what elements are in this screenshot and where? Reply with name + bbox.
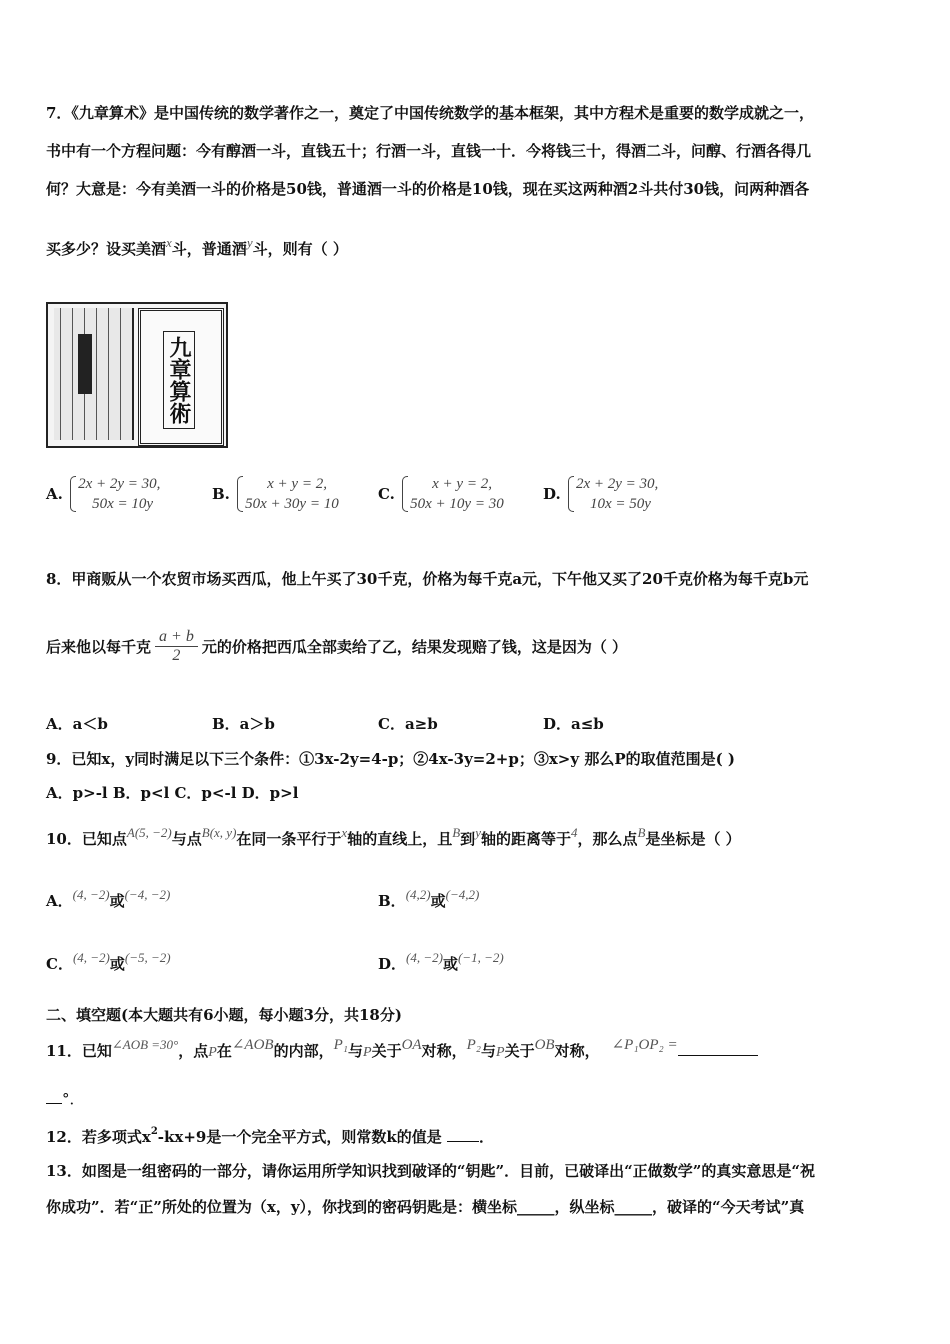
fraction-a-plus-b-over-2: $\frac{a + b}{2}$ [155,628,198,665]
equation-system: x + y = 2, 50x + 10y = 30 [400,474,504,514]
answer-blank-cont[interactable] [46,1103,62,1104]
q9-options[interactable]: A．p>-l B．p<l C．p<-l D．p>l [46,784,299,802]
q7-line-1: 7．《九章算术》是中国传统的数学著作之一，奠定了中国传统数学的基本框架，其中方程术是重要的数学成就之一， [46,104,814,122]
q8-option-c[interactable]: C．a≥b [378,715,438,733]
equation-system: 2x + 2y = 30, 50x = 10y [68,474,160,514]
q10-option-a[interactable]: A．(4, −2)或(−4, −2) [46,887,171,910]
q11-line-1: 11．已知∠AOB =30°，点P在∠AOB的内部，P₁与P关于OA对称，P₂与P关于OB对称， ∠P₁OP₂ = [46,1040,758,1061]
q7-option-b[interactable]: B. x + y = 2, 50x + 30y = 10 [212,476,339,512]
answer-blank[interactable] [678,1055,758,1056]
q7-option-c[interactable]: C. x + y = 2, 50x + 10y = 30 [378,476,504,512]
q7-line-2: 书中有一个方程问题：今有醇酒一斗，直钱五十；行酒一斗，直钱一十．今将钱三十，得酒二斗，问醇、行酒各得几 [46,142,812,160]
q8-line-2: 后来他以每千克 $\frac{a + b}{2}$ 元的价格把西瓜全部卖给了乙，结果发现赔了钱，这是因为（ ） [46,628,628,664]
book-image-jiuzhang [46,302,228,448]
q7-option-d[interactable]: D. 2x + 2y = 30, 10x = 50y [543,476,659,512]
q8-option-b[interactable]: B．a＞b [212,715,275,733]
equation-system: 2x + 2y = 30, 10x = 50y [566,474,658,514]
equation-system: x + y = 2, 50x + 30y = 10 [235,474,339,514]
q10-option-d[interactable]: D．(4, −2)或(−1, −2) [378,950,504,973]
q13-line-2: 你成功”．若“正”所处的位置为（x，y），你找到的密码钥匙是：横坐标_____，纵坐标_____，破译的“今天考试”真 [46,1198,805,1216]
book-title-label: 九章算術 [163,331,195,429]
var-y: y [246,235,253,250]
q7-line-4: 买多少？设买美酒x斗，普通酒y斗，则有（ ） [46,235,348,258]
q10-option-b[interactable]: B．(4,2)或(−4,2) [378,887,480,910]
q8-option-d[interactable]: D．a≤b [543,715,604,733]
q8-option-a[interactable]: A．a＜b [46,715,108,733]
section-2-heading: 二、填空题(本大题共有6小题，每小题3分，共18分) [46,1006,402,1024]
answer-blank[interactable] [447,1141,479,1142]
q8-line-1: 8．甲商贩从一个农贸市场买西瓜，他上午买了30千克，价格为每千克a元，下午他又买了20千克价格为每千克b元 [46,570,809,588]
q11-line-2: °． [46,1088,85,1109]
book-spine [54,308,134,440]
q13-line-1: 13．如图是一组密码的一部分，请你运用所学知识找到破译的“钥匙”．目前，已破译出“正做数学”的真实意思是“祝 [46,1162,816,1180]
book-cover [138,308,224,446]
q7-line-3: 何？大意是：今有美酒一斗的价格是50钱，普通酒一斗的价格是10钱，现在买这两种酒2斗共付30钱，问两种酒各 [46,180,810,198]
q7-option-a[interactable]: A. 2x + 2y = 30, 50x = 10y [46,476,161,512]
var-x: x [166,235,172,250]
q10-option-c[interactable]: C．(4, −2)或(−5, −2) [46,950,171,973]
q12-line-1: 12．若多项式$x^2-kx+9$是一个完全平方式，则常数k的值是 ． [46,1126,495,1146]
q10-line-1: 10．已知点A(5, −2)与点B(x, y)在同一条平行于x轴的直线上，且B到y轴的距离等于4，那么点B是坐标是（ ） [46,825,741,848]
q9-line-1: 9．已知x，y同时满足以下三个条件：①3x-2y=4-p；②4x-3y=2+p；③x>y 那么P的取值范围是( ) [46,750,736,768]
book-tab [78,334,92,394]
